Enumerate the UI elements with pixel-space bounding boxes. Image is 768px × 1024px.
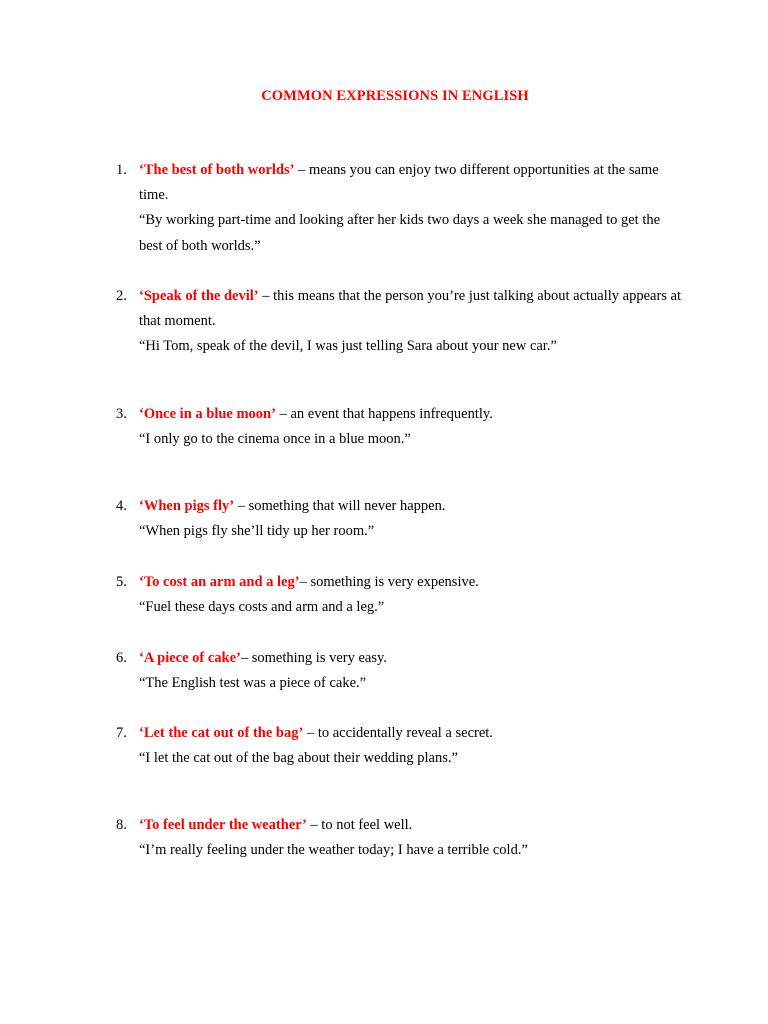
page-title: COMMON EXPRESSIONS IN ENGLISH: [261, 88, 529, 104]
expression-example: “When pigs fly she’ll tidy up her room.”: [139, 523, 375, 540]
item-number: 2.: [116, 288, 127, 304]
expression-meaning: – to not feel well.: [306, 817, 413, 833]
list-item: [116, 646, 686, 696]
list-item: [116, 402, 686, 452]
item-number: 6.: [116, 650, 127, 666]
item-number: 7.: [116, 725, 127, 741]
expression-example: “By working part-time and looking after her kids two days a week she managed to get the best of both worlds.”: [139, 212, 661, 254]
expression-meaning: – something is very easy.: [240, 650, 387, 666]
expression-phrase: ‘Speak of the devil’: [139, 288, 259, 304]
expression-meaning: – this means that the person you’re just talking about actually appears at that moment.: [139, 288, 682, 330]
expression-example: “I let the cat out of the bag about their wedding plans.”: [139, 750, 458, 767]
list-item: [116, 284, 686, 360]
item-body: [139, 570, 686, 620]
expression-meaning: – an event that happens infrequently.: [275, 406, 493, 422]
item-number: 4.: [116, 498, 127, 514]
item-body: [139, 284, 686, 360]
item-body: [139, 813, 686, 863]
expression-phrase: ‘To cost an arm and a leg’: [139, 574, 300, 590]
item-body: [139, 646, 686, 696]
expression-meaning: – something that will never happen.: [234, 498, 446, 514]
list-item: [116, 721, 686, 771]
item-body: [139, 721, 686, 771]
item-number: 3.: [116, 406, 127, 422]
expression-phrase: ‘A piece of cake’: [139, 650, 241, 666]
expression-phrase: ‘The best of both worlds’: [139, 162, 295, 178]
list-item: [116, 494, 686, 544]
list-item: [116, 158, 686, 259]
item-body: [139, 158, 686, 259]
expression-meaning: – means you can enjoy two different opportunities at the same time.: [139, 162, 659, 204]
item-number: 8.: [116, 817, 127, 833]
item-body: [139, 402, 686, 452]
expression-phrase: ‘Let the cat out of the bag’: [139, 725, 304, 741]
expression-example: “I’m really feeling under the weather today; I have a terrible cold.”: [139, 842, 528, 859]
expression-phrase: ‘When pigs fly’: [139, 498, 235, 514]
item-number: 5.: [116, 574, 127, 590]
expression-example: “Hi Tom, speak of the devil, I was just telling Sara about your new car.”: [139, 338, 557, 355]
expression-example: “I only go to the cinema once in a blue moon.”: [139, 431, 411, 448]
list-item: [116, 570, 686, 620]
expression-example: “The English test was a piece of cake.”: [139, 675, 367, 692]
item-number: 1.: [116, 162, 127, 178]
expression-meaning: – to accidentally reveal a secret.: [303, 725, 493, 741]
expression-phrase: ‘Once in a blue moon’: [139, 406, 276, 422]
expression-meaning: – something is very expensive.: [299, 574, 479, 590]
item-body: [139, 494, 686, 544]
expression-phrase: ‘To feel under the weather’: [139, 817, 307, 833]
list-item: [116, 813, 686, 863]
expression-example: “Fuel these days costs and arm and a leg.”: [139, 599, 385, 616]
